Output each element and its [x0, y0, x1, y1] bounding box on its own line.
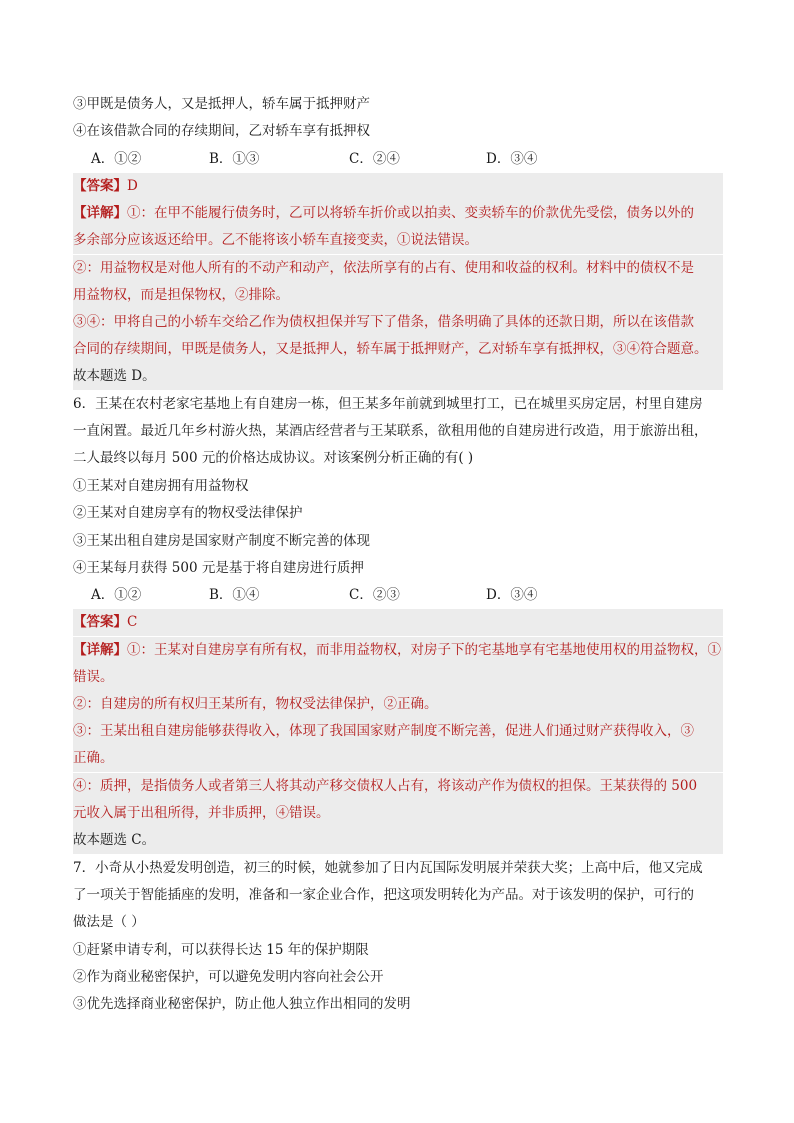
q7-stem-line-3: 做法是（ ）: [73, 914, 145, 930]
q6-item-4: ④王某每月获得 500 元是基于将自建房进行质押: [73, 560, 364, 576]
q6-conclusion: 故本题选 C。: [73, 827, 723, 854]
q6-option-a: A．①②: [91, 587, 142, 603]
q5-answer: [73, 173, 723, 200]
q6-answer-value: C: [127, 614, 138, 630]
q5-conclusion: 故本题选 D。: [73, 363, 723, 390]
q5-option-d: D．③④: [486, 151, 538, 167]
q5-answer-tag: 【答案】: [73, 178, 127, 194]
q6-detail-line-1: [73, 637, 723, 664]
q7-stem-line-1: 7．小奇从小热爱发明创造，初三的时候，她就参加了日内瓦国际发明展并荣获大奖；上高中后，他又完成: [73, 860, 703, 876]
q6-option-c: C．②③: [349, 587, 400, 603]
q6-detail-line-6: ④：质押，是指债务人或者第三人将其动产移交债权人占有，将该动产作为债权的担保。王某获得的 500: [73, 773, 723, 800]
q6-detail-line-2: 错误。: [73, 664, 723, 691]
q5-detail-text-1: ①：在甲不能履行债务时，乙可以将轿车折价或以拍卖、变卖轿车的价款优先受偿，债务以外的: [127, 205, 694, 221]
q7-item-1: ①赶紧申请专利，可以获得长达 15 年的保护期限: [73, 942, 369, 958]
q5-detail-line-4: 用益物权，而是担保物权，②排除。: [73, 282, 723, 309]
q6-stem-line-3: 二人最终以每月 500 元的价格达成协议。对该案例分析正确的有( ): [73, 450, 474, 466]
q6-item-2: ②王某对自建房享有的物权受法律保护: [73, 505, 303, 521]
q6-answer-tag: 【答案】: [73, 614, 127, 630]
q6-option-d: D．③④: [486, 587, 538, 603]
q6-option-b: B．①④: [209, 587, 260, 603]
q5-detail-line-6: 合同的存续期间，甲既是债务人，又是抵押人，轿车属于抵押财产，乙对轿车享有抵押权，③④符合题意。: [73, 336, 723, 363]
q6-options: [73, 582, 723, 609]
q5-options: [73, 146, 723, 173]
q6-detail-line-7: 元收入属于出租所得，并非质押，④错误。: [73, 800, 723, 827]
q5-detail-line-1: [73, 200, 723, 227]
q6-answer: [73, 609, 723, 636]
q6-stem-line-1: 6．王某在农村老家宅基地上有自建房一栋，但王某多年前就到城里打工，已在城里买房定居，村里自建房: [73, 396, 703, 412]
q6-detail-text-1: ①：王某对自建房享有所有权，而非用益物权，对房子下的宅基地享有宅基地使用权的用益物权，①: [127, 642, 721, 658]
q5-detail-tag: 【详解】: [73, 205, 127, 221]
q5-detail-line-3: ②：用益物权是对他人所有的不动产和动产，依法所享有的占有、使用和收益的权利。材料中的债权不是: [73, 255, 723, 282]
q7-item-2: ②作为商业秘密保护，可以避免发明内容向社会公开: [73, 969, 384, 985]
q6-detail-line-5: 正确。: [73, 745, 723, 772]
q5-item-3: ③甲既是债务人，又是抵押人，轿车属于抵押财产: [73, 96, 370, 112]
q5-answer-value: D: [127, 178, 138, 194]
q6-stem-line-2: 一直闲置。最近几年乡村游火热，某酒店经营者与王某联系，欲租用他的自建房进行改造，用于旅游出租，: [73, 423, 708, 439]
q5-option-a: A．①②: [91, 151, 142, 167]
q5-detail-line-5: ③④：甲将自己的小轿车交给乙作为债权担保并写下了借条，借条明确了具体的还款日期，所以在该借款: [73, 309, 723, 336]
q7-item-3: ③优先选择商业秘密保护，防止他人独立作出相同的发明: [73, 996, 411, 1012]
q6-detail-line-4: ③：王某出租自建房能够获得收入，体现了我国国家财产制度不断完善，促进人们通过财产获得收入，③: [73, 718, 723, 745]
q6-item-3: ③王某出租自建房是国家财产制度不断完善的体现: [73, 533, 370, 549]
q6-detail-tag: 【详解】: [73, 642, 127, 658]
q5-detail-line-2: 多余部分应该返还给甲。乙不能将该小轿车直接变卖，①说法错误。: [73, 227, 723, 254]
q5-item-4: ④在该借款合同的存续期间，乙对轿车享有抵押权: [73, 123, 370, 139]
q6-detail-line-3: ②：自建房的所有权归王某所有，物权受法律保护，②正确。: [73, 691, 723, 718]
q5-option-b: B．①③: [209, 151, 260, 167]
q6-item-1: ①王某对自建房拥有用益物权: [73, 478, 249, 494]
q5-option-c: C．②④: [349, 151, 400, 167]
q7-stem-line-2: 了一项关于智能插座的发明，准备和一家企业合作，把这项发明转化为产品。对于该发明的保护，可行的: [73, 887, 694, 903]
